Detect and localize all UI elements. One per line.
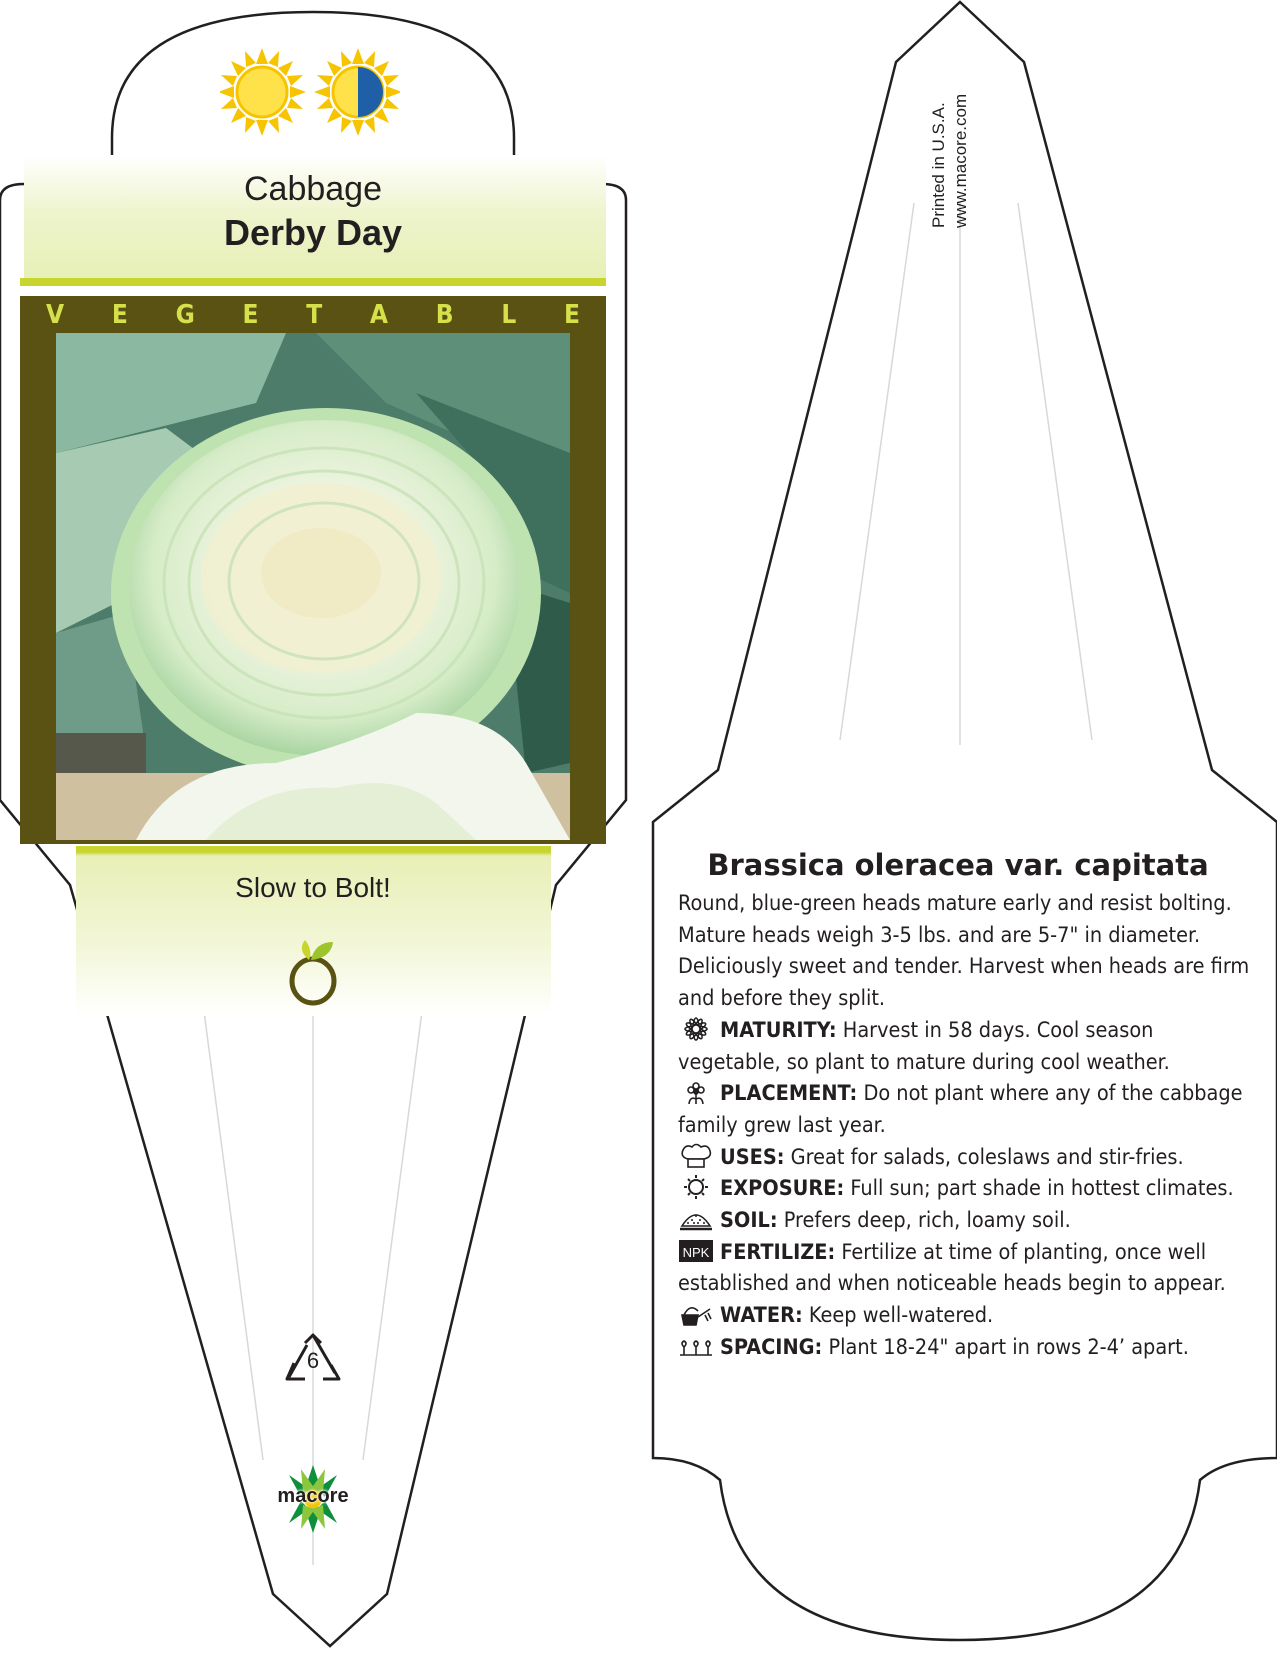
description: Round, blue-green heads mature early and resist bolting. Mature heads weigh 3-5 lbs. and are 5-7" in diameter. Deliciously sweet and tender. Harvest when heads are firm and before they split.	[678, 891, 1250, 1012]
flower-icon	[678, 1016, 714, 1042]
category-letter: B	[435, 300, 454, 330]
care-label: PLACEMENT:	[720, 1081, 858, 1107]
placement-flower-icon	[678, 1079, 714, 1105]
cabbage-photo	[56, 333, 570, 840]
category-letter: E	[111, 300, 128, 330]
care-text: Prefers deep, rich, loamy soil.	[777, 1208, 1071, 1234]
care-label: WATER:	[720, 1303, 803, 1329]
care-label: MATURITY:	[720, 1017, 837, 1043]
category-letter: E	[242, 300, 259, 330]
soil-icon	[678, 1206, 714, 1232]
care-text: Harvest in 58 days. Cool season vegetable, so plant to mature during cool weather.	[678, 1017, 1170, 1075]
npk-label: NPK	[682, 1244, 710, 1260]
website-label: www.macore.com	[951, 93, 970, 228]
printed-in-label: Printed in U.S.A.	[929, 102, 948, 228]
care-water	[678, 1300, 1258, 1332]
care-spacing	[678, 1332, 1258, 1364]
care-label: SOIL:	[720, 1208, 778, 1234]
back-tag-outline	[653, 2, 1277, 1640]
npk-icon	[678, 1238, 714, 1264]
care-exposure	[678, 1173, 1258, 1205]
seed-icon	[287, 938, 343, 1008]
care-text: Fertilize at time of planting, once well established and when noticeable heads begin to appear.	[678, 1239, 1226, 1297]
care-text: Do not plant where any of the cabbage family grew last year.	[678, 1081, 1243, 1138]
care-uses	[678, 1142, 1258, 1174]
sun-outline-icon	[678, 1174, 714, 1200]
care-text: Plant 18-24" apart in rows 2-4’ apart.	[822, 1334, 1189, 1360]
brand-name: macore	[277, 1485, 349, 1507]
spacing-icon	[678, 1333, 714, 1359]
category-letter: V	[46, 300, 65, 330]
full-sun-icon	[220, 48, 306, 136]
care-soil	[678, 1205, 1258, 1237]
care-label: EXPOSURE:	[720, 1176, 845, 1202]
care-placement	[678, 1078, 1258, 1141]
part-sun-icon	[314, 48, 400, 136]
botanical-name: Brassica oleracea var. capitata	[707, 848, 1209, 882]
category-letter: G	[175, 300, 195, 330]
care-label: USES:	[720, 1144, 785, 1170]
category-letter: L	[501, 300, 517, 330]
care-text: Great for salads, coleslaws and stir-fries.	[784, 1144, 1184, 1170]
chef-hat-icon	[678, 1143, 714, 1169]
printed-info	[928, 94, 972, 228]
recycle-number: 6	[306, 1348, 320, 1373]
variety-name: Derby Day	[223, 212, 403, 253]
care-label: FERTILIZE:	[720, 1239, 836, 1265]
category-letter: T	[306, 300, 323, 330]
category-letter: E	[563, 300, 580, 330]
care-label: SPACING:	[720, 1334, 823, 1360]
exposure-icons	[220, 46, 400, 138]
tagline: Slow to Bolt!	[235, 872, 391, 903]
care-text: Full sun; part shade in hottest climates.	[844, 1176, 1234, 1202]
common-name: Cabbage	[243, 170, 382, 208]
care-fertilize	[678, 1237, 1258, 1300]
care-maturity	[678, 1015, 1258, 1078]
category-label	[20, 296, 606, 334]
title-divider	[20, 278, 606, 286]
care-text: Keep well-watered.	[802, 1303, 994, 1329]
watering-can-icon	[678, 1301, 714, 1327]
care-instructions	[678, 888, 1258, 1364]
category-letter: A	[369, 300, 389, 330]
